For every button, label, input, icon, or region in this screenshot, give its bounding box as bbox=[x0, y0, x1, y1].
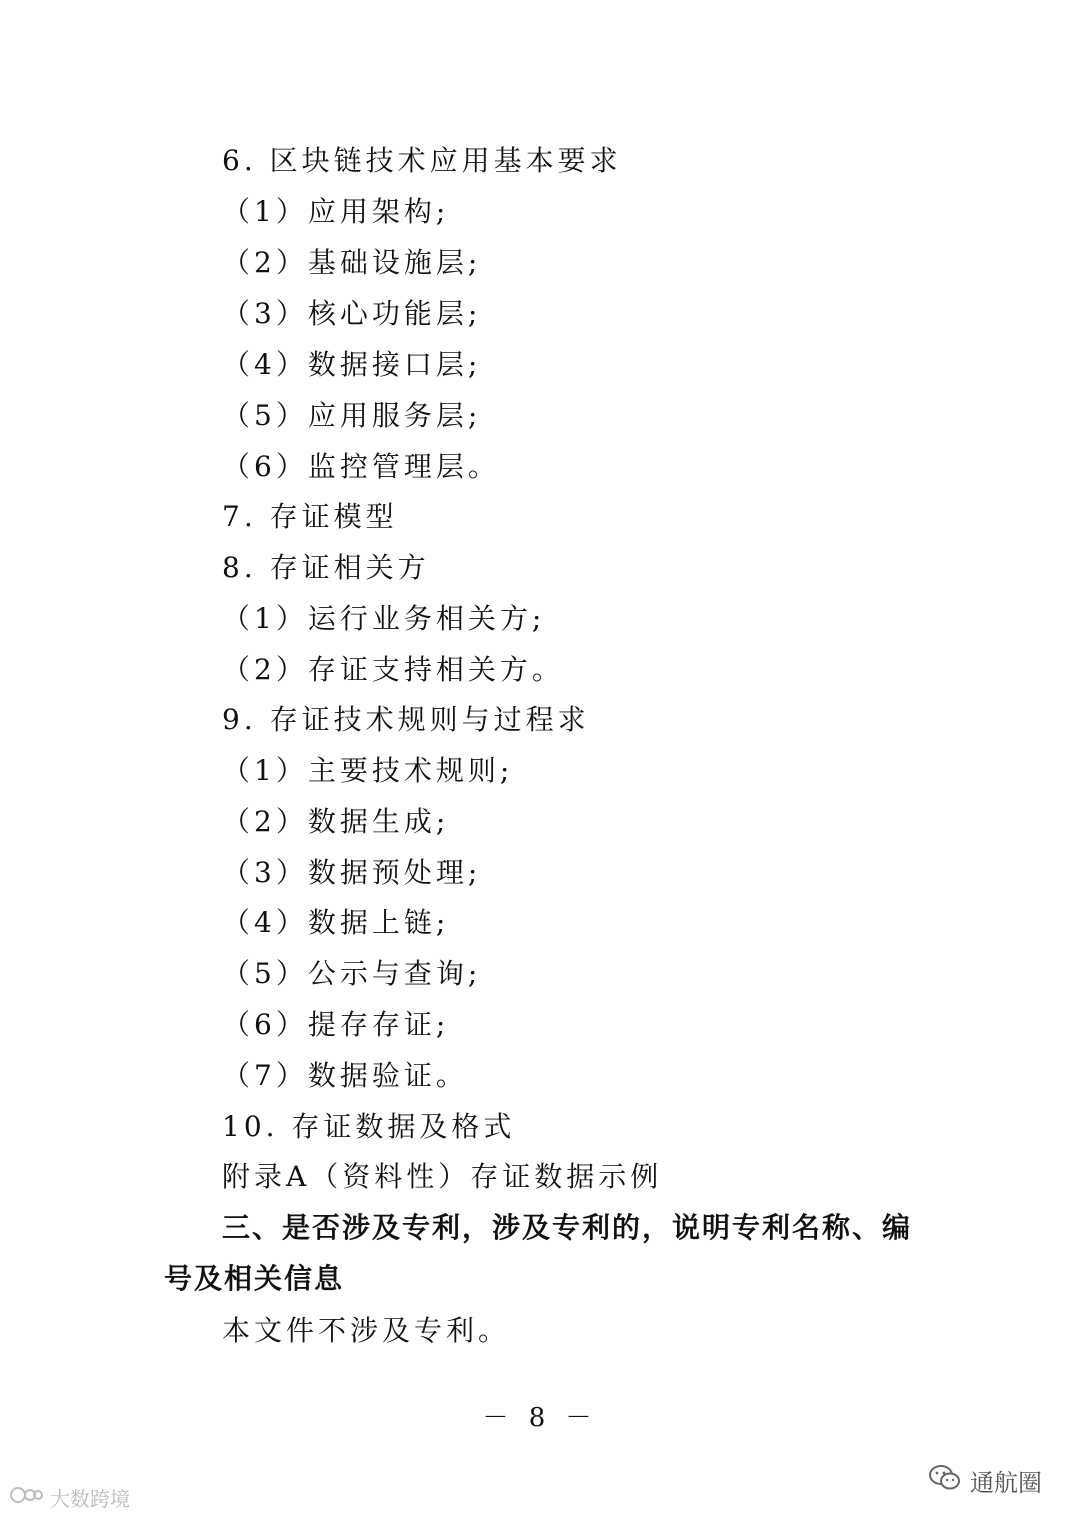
heading-7: 7. 存证模型 bbox=[222, 500, 398, 533]
wechat-icon bbox=[928, 1464, 962, 1498]
section-3-body: 本文件不涉及专利。 bbox=[222, 1314, 511, 1347]
watermark-right bbox=[928, 1463, 1042, 1498]
heading-8: 8. 存证相关方 bbox=[222, 551, 430, 584]
logo-icon bbox=[10, 1484, 44, 1511]
appendix-line: 附录A（资料性）存证数据示例 bbox=[222, 1160, 663, 1193]
list-item-6-4: （4）数据接口层; bbox=[222, 348, 482, 381]
list-item-6-3: （3）核心功能层; bbox=[222, 297, 482, 330]
list-item-8-2: （2）存证支持相关方。 bbox=[222, 653, 564, 686]
list-item-9-3: （3）数据预处理; bbox=[222, 856, 482, 889]
section-3-heading-line-2: 号及相关信息 bbox=[164, 1262, 345, 1295]
page-number: － 8 － bbox=[482, 1403, 598, 1433]
heading-6: 6. 区块链技术应用基本要求 bbox=[222, 144, 622, 177]
list-item-8-1: （1）运行业务相关方; bbox=[222, 602, 546, 635]
watermark-left-text: 大数跨境 bbox=[50, 1487, 130, 1511]
list-item-9-5: （5）公示与查询; bbox=[222, 957, 482, 990]
list-item-6-5: （5）应用服务层; bbox=[222, 399, 482, 432]
list-item-6-2: （2）基础设施层; bbox=[222, 246, 482, 279]
list-item-6-6: （6）监控管理层。 bbox=[222, 450, 500, 483]
watermark-right-text: 通航圈 bbox=[970, 1469, 1042, 1497]
section-3-heading-line-1: 三、是否涉及专利，涉及专利的，说明专利名称、编 bbox=[222, 1211, 913, 1244]
heading-10: 10. 存证数据及格式 bbox=[222, 1110, 516, 1143]
list-item-9-1: （1）主要技术规则; bbox=[222, 754, 514, 787]
list-item-9-4: （4）数据上链; bbox=[222, 906, 450, 939]
watermark-left bbox=[10, 1483, 130, 1512]
list-item-9-7: （7）数据验证。 bbox=[222, 1059, 468, 1092]
heading-9: 9. 存证技术规则与过程求 bbox=[222, 703, 590, 736]
list-item-9-6: （6）提存存证; bbox=[222, 1008, 450, 1041]
list-item-6-1: （1）应用架构; bbox=[222, 195, 450, 228]
list-item-9-2: （2）数据生成; bbox=[222, 805, 450, 838]
